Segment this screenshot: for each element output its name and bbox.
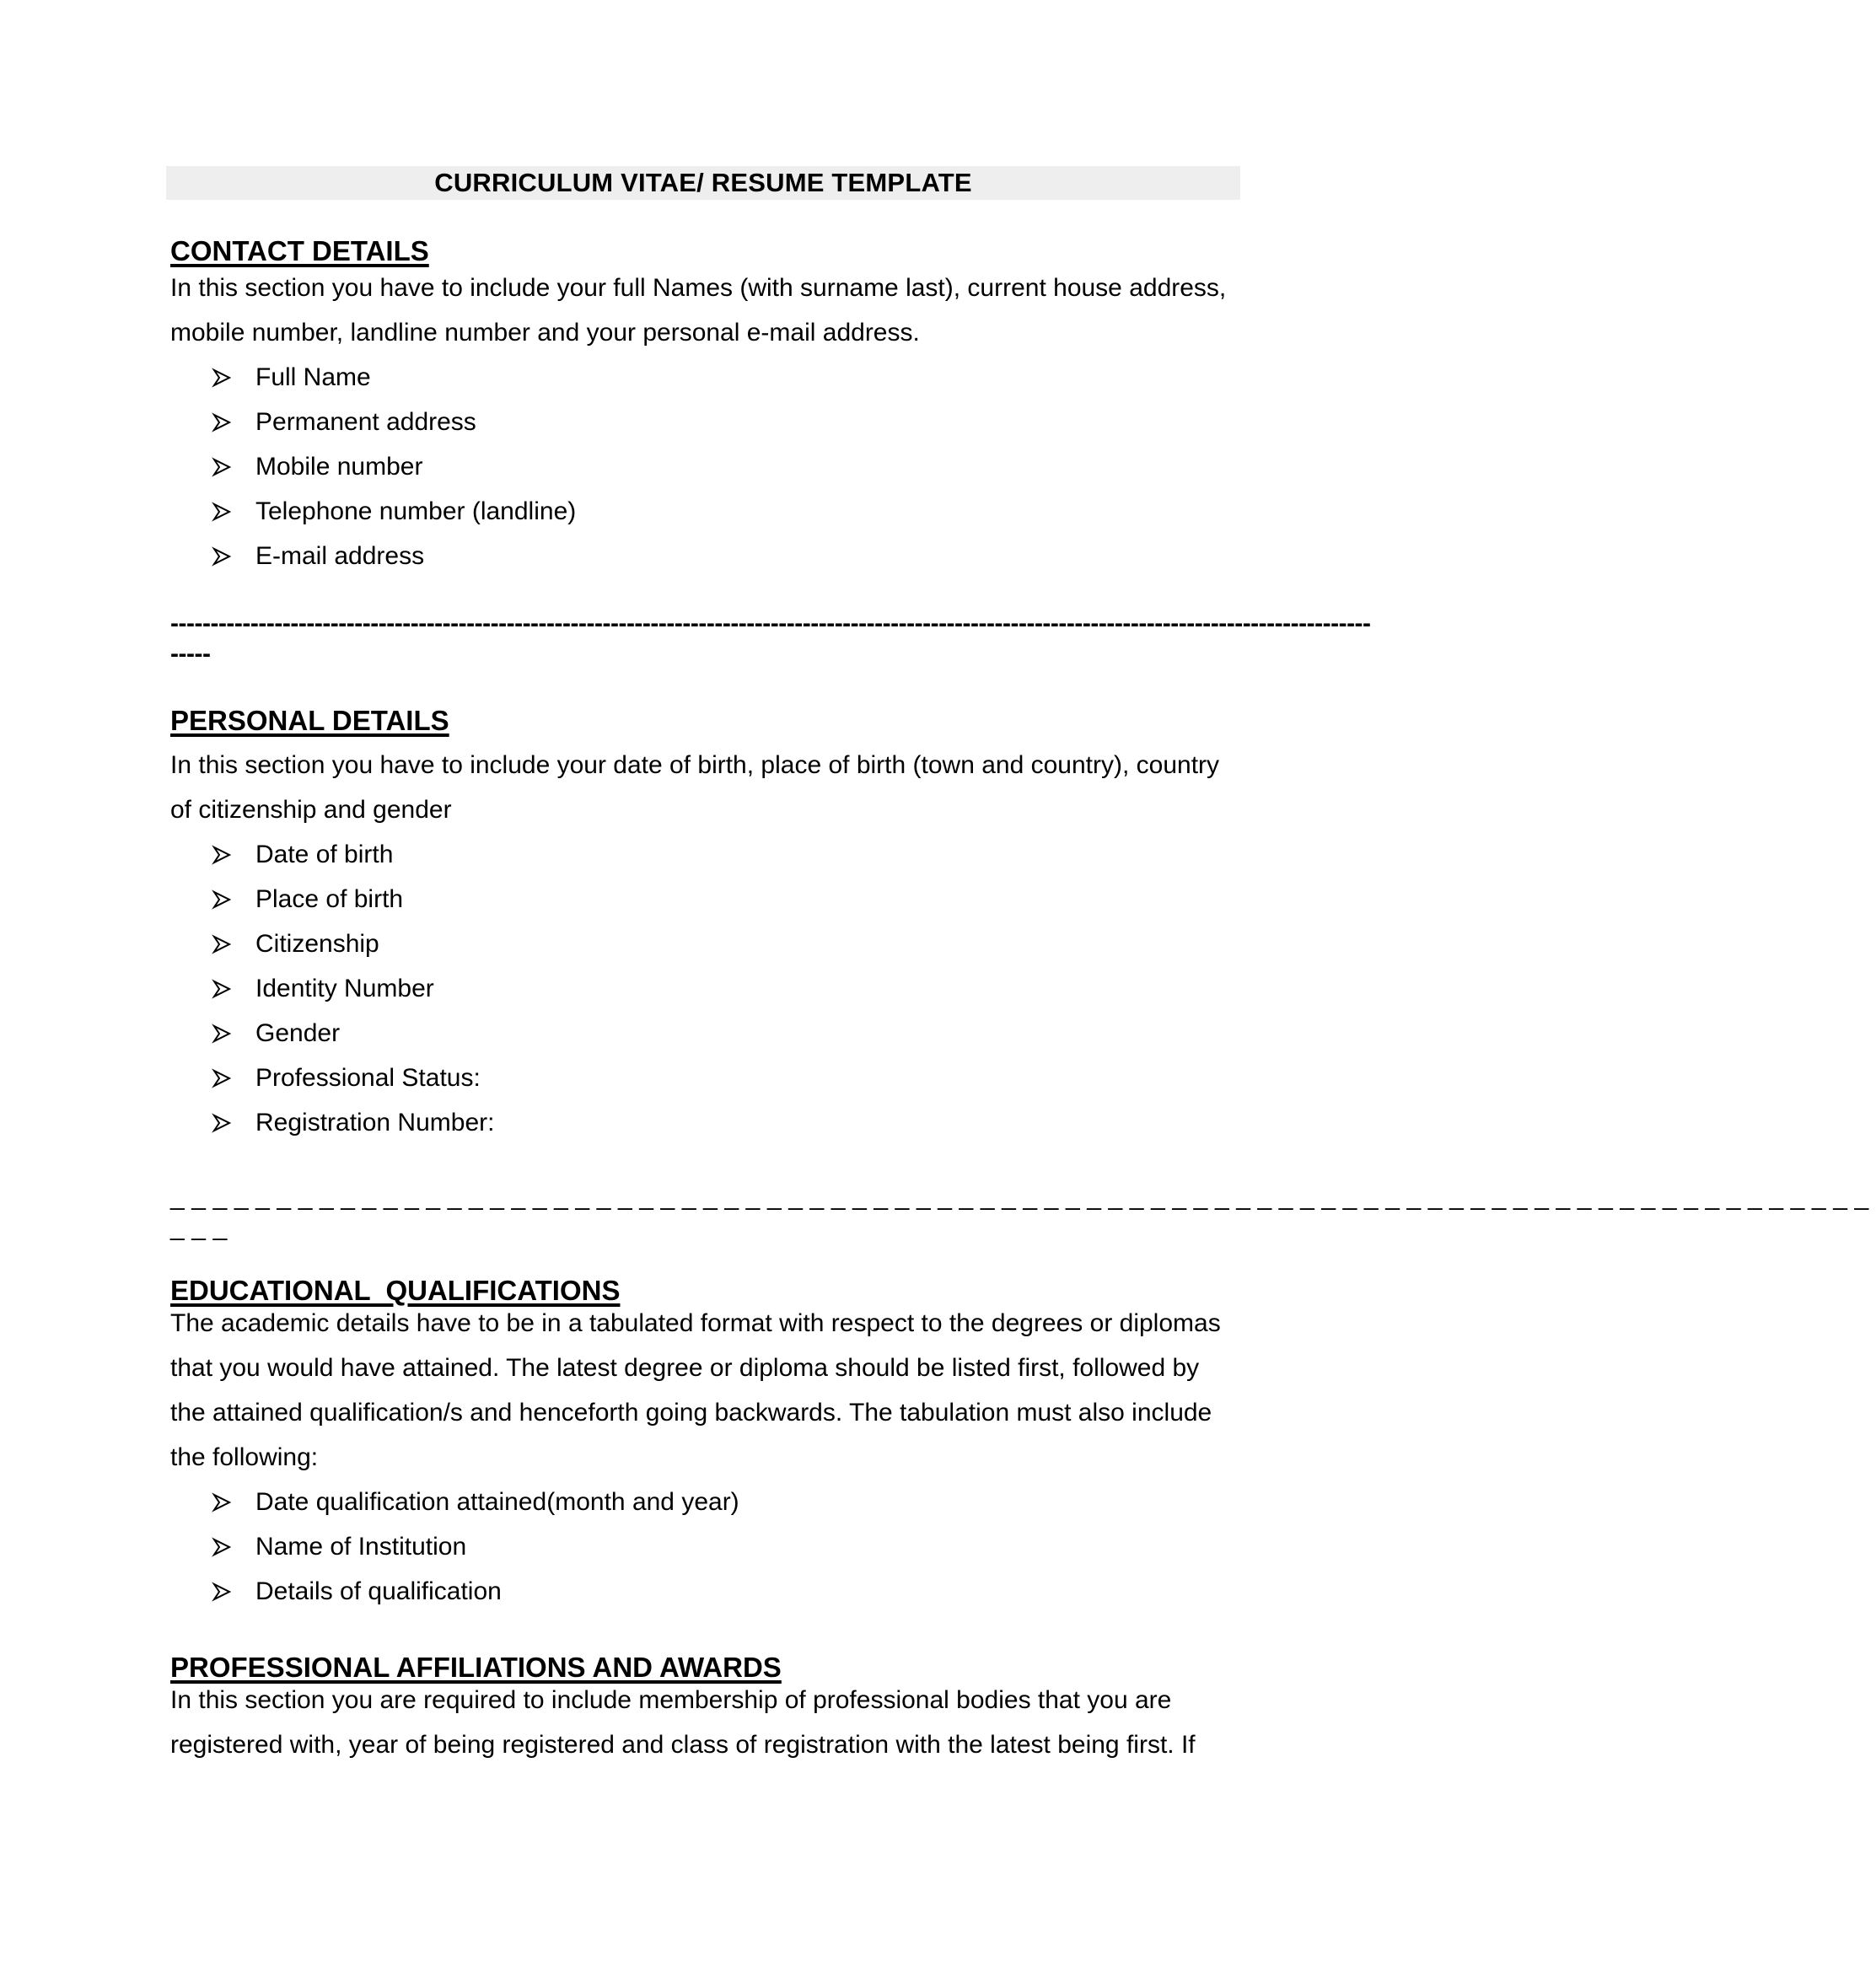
education-section (170, 1275, 1233, 1614)
education-list (170, 1480, 1233, 1614)
list-item: Professional Status: (170, 1056, 1233, 1100)
personal-description: In this section you have to include your date of birth, place of birth (town and country), country of citizenship and gender (170, 751, 1220, 824)
arrow-bullet-icon (212, 877, 233, 922)
arrow-bullet-icon (212, 355, 233, 400)
affiliations-heading: PROFESSIONAL AFFILIATIONS AND AWARDS (170, 1652, 782, 1683)
list-item: E-mail address (170, 534, 1233, 578)
list-item: Gender (170, 1011, 1233, 1056)
list-item: Name of Institution (170, 1524, 1233, 1569)
list-item: Details of qualification (170, 1569, 1233, 1614)
separator-underline-divider: ________________________________________________________________________________ (170, 1183, 1876, 1211)
arrow-bullet-icon (212, 1480, 233, 1524)
arrow-bullet-icon (212, 966, 233, 1011)
arrow-bullet-icon (212, 1056, 233, 1100)
arrow-bullet-icon (212, 832, 233, 877)
personal-list (170, 832, 1233, 1145)
arrow-bullet-icon (212, 444, 233, 489)
list-item: Date of birth (170, 832, 1233, 877)
list-item: Permanent address (170, 400, 1233, 444)
contact-heading: CONTACT DETAILS (170, 235, 429, 266)
list-item: Date qualification attained(month and year) (170, 1480, 1233, 1524)
contact-list (170, 355, 1233, 578)
list-item: Place of birth (170, 877, 1233, 922)
list-item: Mobile number (170, 444, 1233, 489)
affiliations-section (170, 1652, 1233, 1767)
separator-divider: ------------------------------------------------------------------------------------------------------------------------------------------------------ (170, 610, 1371, 637)
education-description: The academic details have to be in a tabulated format with respect to the degrees or diplomas that you would have attained. The latest degree or diploma should be listed first, followed by the attained qualification/s and henceforth going backwards. The tabulation must also include the following: (170, 1309, 1221, 1471)
list-item: Registration Number: (170, 1100, 1233, 1145)
education-heading: EDUCATIONAL QUALIFICATIONS (170, 1275, 621, 1306)
list-item: Telephone number (landline) (170, 489, 1233, 534)
arrow-bullet-icon (212, 1011, 233, 1056)
list-item: Full Name (170, 355, 1233, 400)
arrow-bullet-icon (212, 922, 233, 966)
arrow-bullet-icon (212, 1569, 233, 1614)
list-item: Citizenship (170, 922, 1233, 966)
contact-description: In this section you have to include your full Names (with surname last), current house address, mobile number, landline number and your personal e-mail address. (170, 274, 1227, 347)
separator-divider-continuation: ----- (170, 640, 211, 668)
personal-section (170, 705, 1233, 1145)
arrow-bullet-icon (212, 1524, 233, 1569)
arrow-bullet-icon (212, 534, 233, 578)
contact-section (170, 235, 1233, 578)
arrow-bullet-icon (212, 489, 233, 534)
arrow-bullet-icon (212, 1100, 233, 1145)
personal-heading: PERSONAL DETAILS (170, 705, 449, 736)
separator-underline-divider-continuation: ___ (170, 1213, 234, 1241)
affiliations-description: In this section you are required to include membership of professional bodies that you are registered with, year of being registered and class of registration with the latest being first. If (170, 1686, 1196, 1759)
document-title: CURRICULUM VITAE/ RESUME TEMPLATE (166, 166, 1240, 200)
list-item: Identity Number (170, 966, 1233, 1011)
arrow-bullet-icon (212, 400, 233, 444)
